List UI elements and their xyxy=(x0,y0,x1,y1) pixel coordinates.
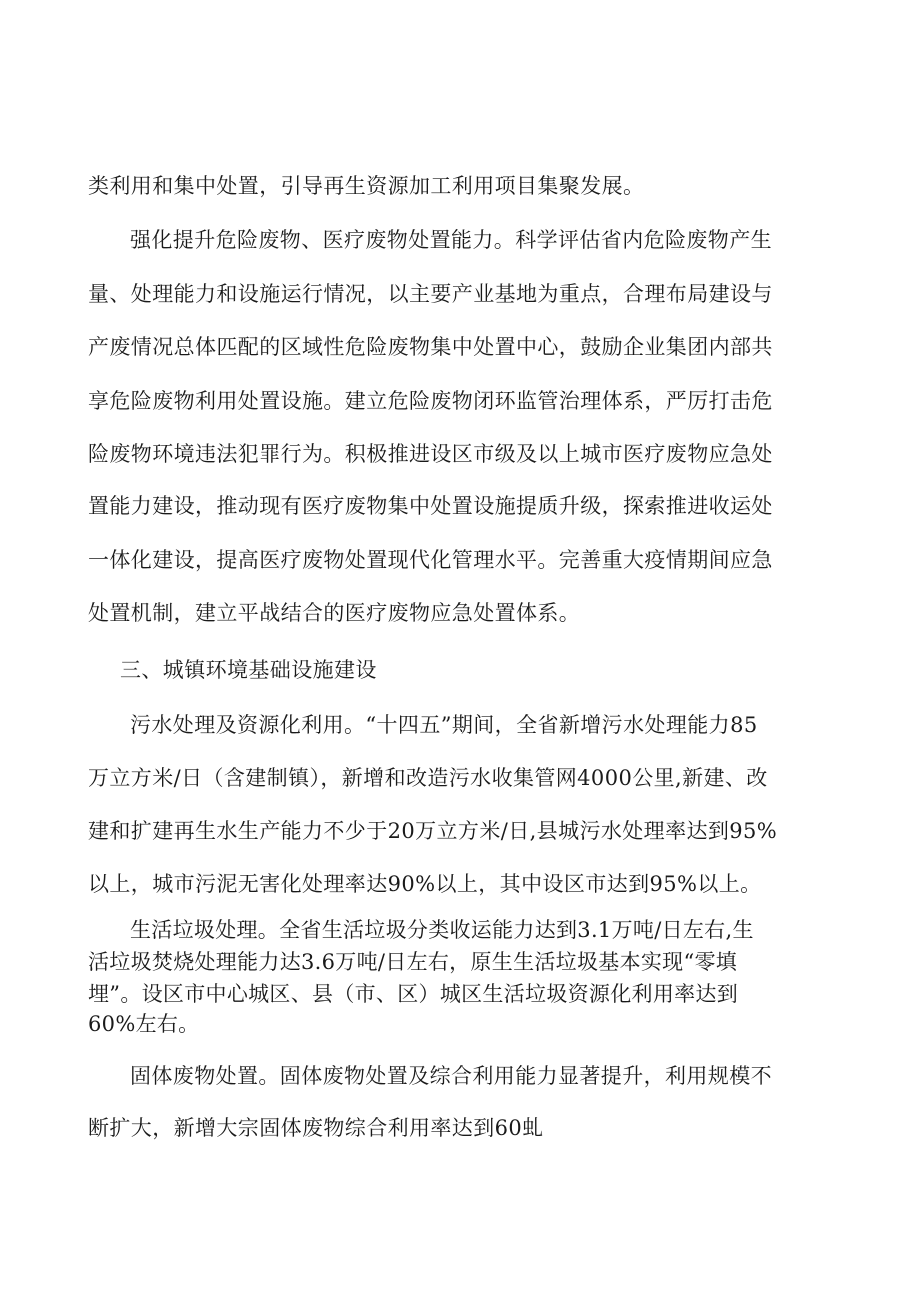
text-line: 活垃圾焚烧处理能力达3.6万吨/日左右，原生生活垃圾基本实现“零填 xyxy=(88,950,738,974)
text-line: 类利用和集中处置，引导再生资源加工利用项目集聚发展。 xyxy=(88,174,645,198)
paragraph-first-line: 生活垃圾处理。全省生活垃圾分类收运能力达到3.1万吨/日左右,生 xyxy=(130,918,754,942)
text-line: 断扩大，新增大宗固体废物综合利用率达到60虬 xyxy=(88,1116,544,1140)
text-line: 以上，城市污泥无害化处理率达90%以上，其中设区市达到95%以上。 xyxy=(88,872,762,896)
paragraph-first-line: 固体废物处置。固体废物处置及综合利用能力显著提升，利用规模不 xyxy=(130,1064,772,1088)
text-line: 处置机制，建立平战结合的医疗废物应急处置体系。 xyxy=(88,601,581,625)
text-line: 量、处理能力和设施运行情况，以主要产业基地为重点，合理布局建设与 xyxy=(88,282,773,306)
text-line: 置能力建设，推动现有医疗废物集中处置设施提质升级，探索推进收运处 xyxy=(88,494,773,518)
text-line: 享危险废物利用处置设施。建立危险废物闭环监管治理体系，严厉打击危 xyxy=(88,389,773,413)
section-heading: 三、城镇环境基础设施建设 xyxy=(120,658,377,682)
text-line: 险废物环境违法犯罪行为。积极推进设区市级及以上城市医疗废物应急处 xyxy=(88,442,773,466)
text-line: 60%左右。 xyxy=(88,1012,200,1036)
text-line: 产废情况总体匹配的区域性危险废物集中处置中心，鼓励企业集团内部共 xyxy=(88,335,773,359)
text-line: 万立方米/日（含建制镇），新增和改造污水收集管网4000公里,新建、改 xyxy=(88,766,768,790)
text-line: 建和扩建再生水生产能力不少于20万立方米/日,县城污水处理率达到95% xyxy=(88,819,778,843)
paragraph-first-line: 污水处理及资源化利用。“十四五”期间，全省新增污水处理能力85 xyxy=(130,713,758,737)
text-line: 一体化建设，提高医疗废物处置现代化管理水平。完善重大疫情期间应急 xyxy=(88,548,773,572)
text-line: 埋”。设区市中心城区、县（市、区）城区生活垃圾资源化利用率达到 xyxy=(88,982,739,1006)
paragraph-first-line: 强化提升危险废物、医疗废物处置能力。科学评估省内危险废物产生 xyxy=(130,228,772,252)
